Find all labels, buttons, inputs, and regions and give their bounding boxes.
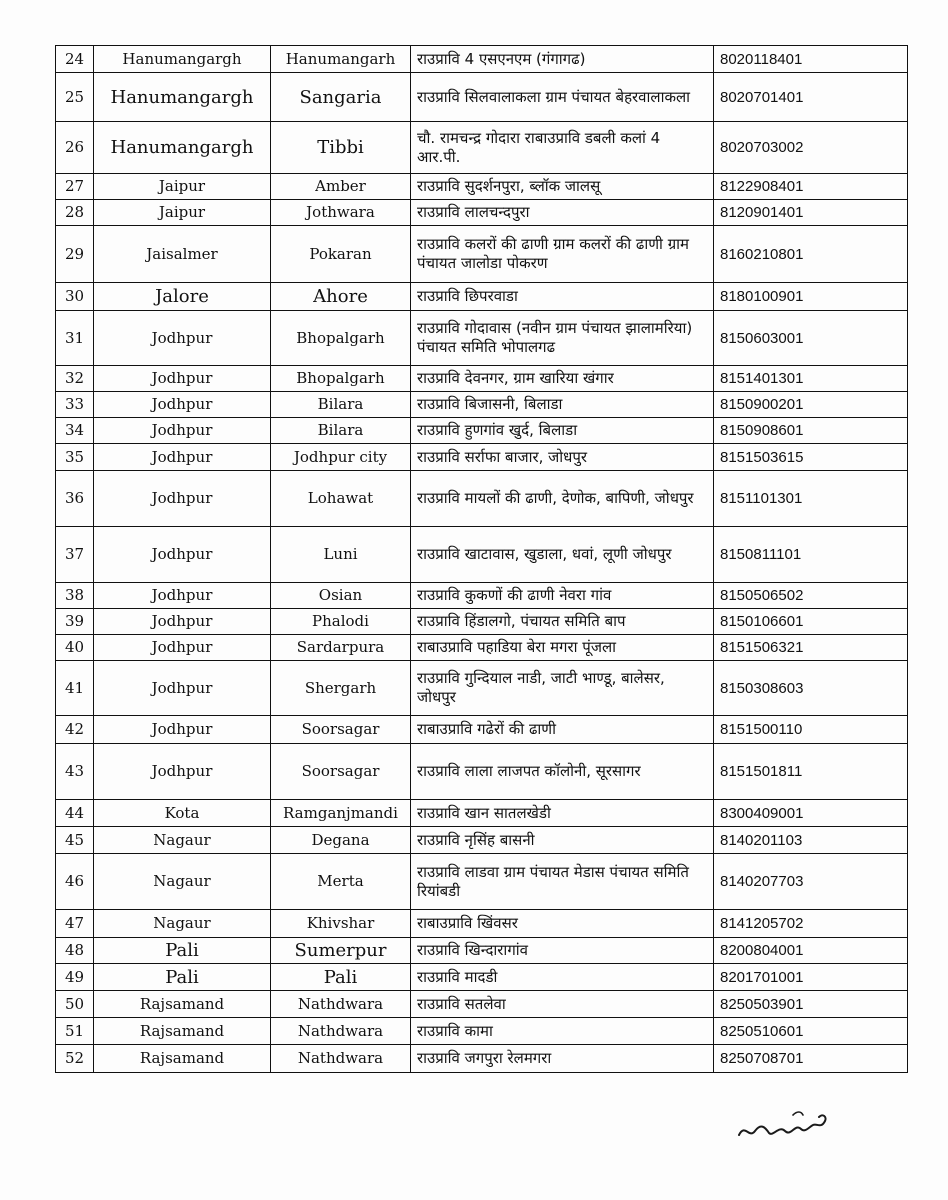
district-cell: Jodhpur [94,635,271,661]
serial-number-cell: 36 [56,471,94,527]
school-name-cell: राबाउप्रावि पहाडिया बेरा मगरा पूंजला [411,635,714,661]
block-cell: Luni [271,527,411,583]
district-cell: Hanumangargh [94,46,271,73]
school-name-cell: राउप्रावि सिलवालाकला ग्राम पंचायत बेहरवालाकला [411,73,714,122]
serial-number-cell: 52 [56,1045,94,1073]
school-name-cell: राउप्रावि कलरों की ढाणी ग्राम कलरों की ढाणी ग्राम पंचायत जालोडा पोकरण [411,226,714,283]
school-name-cell: चौ. रामचन्द्र गोदारा राबाउप्रावि डबली कलां 4 आर.पी. [411,122,714,174]
school-name-cell: राबाउप्रावि गढेरों की ढाणी [411,716,714,744]
district-cell: Jodhpur [94,311,271,366]
school-name-cell: राउप्रावि लालचन्दपुरा [411,200,714,226]
district-cell: Kota [94,800,271,827]
district-cell: Pali [94,964,271,991]
school-code-cell: 8150908601 [714,418,908,444]
school-code-cell: 8200804001 [714,938,908,964]
serial-number-cell: 29 [56,226,94,283]
school-code-cell: 8150900201 [714,392,908,418]
serial-number-cell: 49 [56,964,94,991]
serial-number-cell: 28 [56,200,94,226]
school-code-cell: 8140207703 [714,854,908,910]
school-code-cell: 8140201103 [714,827,908,854]
school-code-cell: 8120901401 [714,200,908,226]
block-cell: Sardarpura [271,635,411,661]
school-name-cell: राउप्रावि बिजासनी, बिलाडा [411,392,714,418]
table-row [56,910,908,938]
school-name-cell: राउप्रावि गोदावास (नवीन ग्राम पंचायत झालामरिया) पंचायत समिति भोपालगढ [411,311,714,366]
school-code-cell: 8151401301 [714,366,908,392]
block-cell: Bilara [271,418,411,444]
block-cell: Nathdwara [271,1018,411,1045]
serial-number-cell: 37 [56,527,94,583]
table-row [56,200,908,226]
table-row [56,366,908,392]
school-code-cell: 8122908401 [714,174,908,200]
block-cell: Bhopalgarh [271,311,411,366]
school-name-cell: राउप्रावि मायलों की ढाणी, देणोक, बापिणी, जोधपुर [411,471,714,527]
district-cell: Jodhpur [94,444,271,471]
block-cell: Jodhpur city [271,444,411,471]
table-row [56,444,908,471]
serial-number-cell: 44 [56,800,94,827]
school-code-cell: 8150811101 [714,527,908,583]
district-cell: Jodhpur [94,366,271,392]
school-code-cell: 8020703002 [714,122,908,174]
school-name-cell: राउप्रावि खिन्दारागांव [411,938,714,964]
block-cell: Ahore [271,283,411,311]
table-row [56,716,908,744]
school-code-cell: 8151503615 [714,444,908,471]
school-code-cell: 8150506502 [714,583,908,609]
school-name-cell: राउप्रावि 4 एसएनएम (गंगागढ) [411,46,714,73]
handwritten-signature [735,1105,835,1145]
table-row [56,527,908,583]
school-name-cell: राउप्रावि गुन्दियाल नाडी, जाटी भाण्डू, बालेसर, जोधपुर [411,661,714,716]
school-code-cell: 8151101301 [714,471,908,527]
school-name-cell: राउप्रावि हिंडालगो, पंचायत समिति बाप [411,609,714,635]
block-cell: Jothwara [271,200,411,226]
block-cell: Nathdwara [271,991,411,1018]
serial-number-cell: 25 [56,73,94,122]
block-cell: Pali [271,964,411,991]
serial-number-cell: 34 [56,418,94,444]
school-code-cell: 8141205702 [714,910,908,938]
block-cell: Soorsagar [271,744,411,800]
block-cell: Ramganjmandi [271,800,411,827]
serial-number-cell: 46 [56,854,94,910]
block-cell: Hanumangarh [271,46,411,73]
block-cell: Merta [271,854,411,910]
school-code-cell: 8020701401 [714,73,908,122]
district-cell: Jodhpur [94,583,271,609]
serial-number-cell: 31 [56,311,94,366]
block-cell: Bilara [271,392,411,418]
school-code-cell: 8151501811 [714,744,908,800]
table-row [56,1018,908,1045]
block-cell: Khivshar [271,910,411,938]
block-cell: Soorsagar [271,716,411,744]
serial-number-cell: 30 [56,283,94,311]
school-code-cell: 8150603001 [714,311,908,366]
table-row [56,418,908,444]
table-row [56,226,908,283]
serial-number-cell: 50 [56,991,94,1018]
block-cell: Pokaran [271,226,411,283]
block-cell: Shergarh [271,661,411,716]
district-cell: Jodhpur [94,418,271,444]
block-cell: Sangaria [271,73,411,122]
school-code-cell: 8020118401 [714,46,908,73]
district-cell: Hanumangargh [94,122,271,174]
school-name-cell: राउप्रावि सर्राफा बाजार, जोधपुर [411,444,714,471]
district-cell: Pali [94,938,271,964]
table-row [56,800,908,827]
serial-number-cell: 45 [56,827,94,854]
table-row [56,854,908,910]
serial-number-cell: 24 [56,46,94,73]
table-row [56,283,908,311]
serial-number-cell: 33 [56,392,94,418]
school-code-cell: 8250510601 [714,1018,908,1045]
table-row [56,744,908,800]
district-cell: Hanumangargh [94,73,271,122]
table-body [56,46,908,1073]
school-code-cell: 8300409001 [714,800,908,827]
school-name-cell: राउप्रावि लाडवा ग्राम पंचायत मेडास पंचायत समिति रियांबडी [411,854,714,910]
district-cell: Jodhpur [94,392,271,418]
serial-number-cell: 27 [56,174,94,200]
school-code-cell: 8201701001 [714,964,908,991]
table-row [56,609,908,635]
table-row [56,471,908,527]
serial-number-cell: 43 [56,744,94,800]
school-code-cell: 8250503901 [714,991,908,1018]
district-cell: Jaisalmer [94,226,271,283]
table-row [56,661,908,716]
school-name-cell: राउप्रावि कुकणों की ढाणी नेवरा गांव [411,583,714,609]
serial-number-cell: 42 [56,716,94,744]
district-cell: Nagaur [94,827,271,854]
block-cell: Amber [271,174,411,200]
school-name-cell: राउप्रावि देवनगर, ग्राम खारिया खंगार [411,366,714,392]
block-cell: Tibbi [271,122,411,174]
block-cell: Nathdwara [271,1045,411,1073]
school-code-cell: 8151506321 [714,635,908,661]
table-row [56,964,908,991]
school-name-cell: राउप्रावि खान सातलखेडी [411,800,714,827]
school-name-cell: राबाउप्रावि खिंवसर [411,910,714,938]
district-cell: Rajsamand [94,1018,271,1045]
serial-number-cell: 26 [56,122,94,174]
school-name-cell: राउप्रावि कामा [411,1018,714,1045]
district-cell: Jodhpur [94,527,271,583]
school-name-cell: राउप्रावि मादडी [411,964,714,991]
table-row [56,1045,908,1073]
table-row [56,311,908,366]
school-name-cell: राउप्रावि हुणगांव खुर्द, बिलाडा [411,418,714,444]
district-cell: Nagaur [94,910,271,938]
table-row [56,938,908,964]
district-cell: Rajsamand [94,991,271,1018]
school-code-cell: 8151500110 [714,716,908,744]
district-cell: Rajsamand [94,1045,271,1073]
school-name-cell: राउप्रावि सतलेवा [411,991,714,1018]
block-cell: Sumerpur [271,938,411,964]
block-cell: Bhopalgarh [271,366,411,392]
serial-number-cell: 39 [56,609,94,635]
school-name-cell: राउप्रावि जगपुरा रेलमगरा [411,1045,714,1073]
district-cell: Jodhpur [94,661,271,716]
block-cell: Lohawat [271,471,411,527]
serial-number-cell: 47 [56,910,94,938]
school-name-cell: राउप्रावि नृसिंह बासनी [411,827,714,854]
district-cell: Jodhpur [94,609,271,635]
district-cell: Jodhpur [94,744,271,800]
serial-number-cell: 48 [56,938,94,964]
district-cell: Jodhpur [94,716,271,744]
school-code-cell: 8250708701 [714,1045,908,1073]
table-row [56,392,908,418]
district-cell: Jalore [94,283,271,311]
school-name-cell: राउप्रावि सुदर्शनपुरा, ब्लॉक जालसू [411,174,714,200]
table-row [56,46,908,73]
block-cell: Phalodi [271,609,411,635]
table-row [56,73,908,122]
district-cell: Nagaur [94,854,271,910]
serial-number-cell: 38 [56,583,94,609]
table-row [56,635,908,661]
school-name-cell: राउप्रावि लाला लाजपत कॉलोनी, सूरसागर [411,744,714,800]
district-cell: Jaipur [94,174,271,200]
school-list-table [55,45,908,1073]
table-row [56,583,908,609]
school-name-cell: राउप्रावि खाटावास, खुडाला, धवां, लूणी जोधपुर [411,527,714,583]
school-code-cell: 8180100901 [714,283,908,311]
block-cell: Degana [271,827,411,854]
table-row [56,122,908,174]
district-cell: Jaipur [94,200,271,226]
table-row [56,991,908,1018]
serial-number-cell: 40 [56,635,94,661]
school-name-cell: राउप्रावि छिपरवाडा [411,283,714,311]
school-code-cell: 8160210801 [714,226,908,283]
serial-number-cell: 41 [56,661,94,716]
serial-number-cell: 51 [56,1018,94,1045]
table-row [56,174,908,200]
school-code-cell: 8150106601 [714,609,908,635]
serial-number-cell: 35 [56,444,94,471]
table-row [56,827,908,854]
serial-number-cell: 32 [56,366,94,392]
block-cell: Osian [271,583,411,609]
district-cell: Jodhpur [94,471,271,527]
school-code-cell: 8150308603 [714,661,908,716]
